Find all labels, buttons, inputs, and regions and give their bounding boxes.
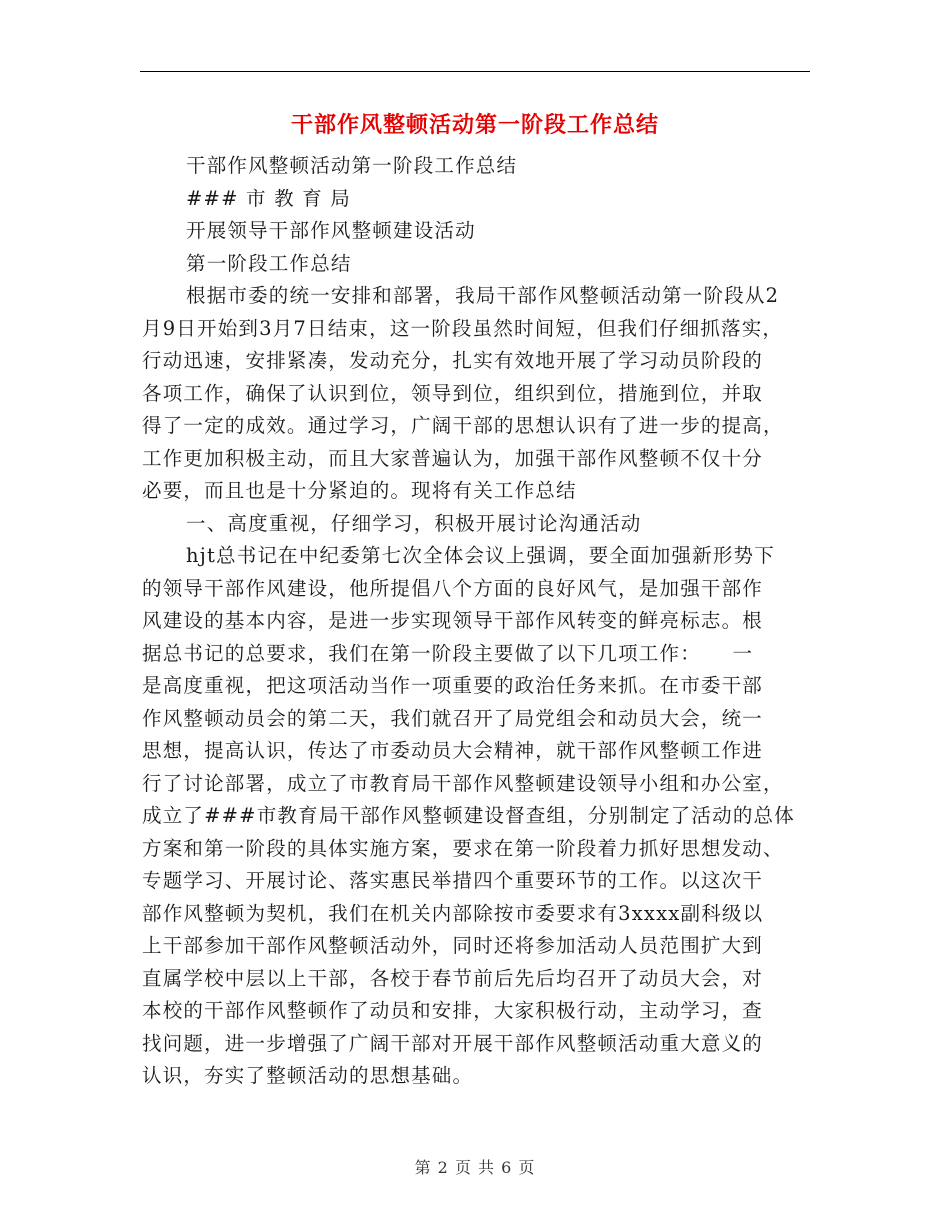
paragraph-line: 行了讨论部署，成立了市教育局干部作风整顿建设领导小组和办公室， — [142, 771, 784, 795]
paragraph-line: 行动迅速，安排紧凑，发动充分，扎实有效地开展了学习动员阶段的 — [142, 349, 764, 372]
document-title: 干部作风整顿活动第一阶段工作总结 — [290, 112, 659, 138]
paragraph-line: 得了一定的成效。通过学习，广阔干部的思想认识有了进一步的提高， — [142, 414, 784, 437]
paragraph-line: hjt总书记在中纪委第七次全体会议上强调，要全面加强新形势下 — [186, 544, 775, 567]
paragraph-line: 部作风整顿为契机，我们在机关内部除按市委要求有3xxxx副科级以 — [142, 901, 764, 925]
heading-line: 开展领导干部作风整顿建设活动 — [186, 219, 476, 242]
paragraph-line: 本校的干部作风整顿作了动员和安排，大家积极行动，主动学习，查 — [142, 999, 764, 1022]
heading-line: 第一阶段工作总结 — [186, 251, 352, 275]
paragraph-line: 月9日开始到3月7日结束，这一阶段虽然时间短，但我们仔细抓落实， — [142, 316, 784, 340]
paragraph-line: 各项工作，确保了认识到位，领导到位，组织到位，措施到位，并取 — [142, 381, 764, 405]
header-rule — [140, 71, 810, 72]
paragraph-line: 作风整顿动员会的第二天，我们就召开了局党组会和动员大会，统一 — [142, 706, 764, 730]
paragraph-line: 风建设的基本内容，是进一步实现领导干部作风转变的鲜亮标志。根 — [142, 609, 764, 632]
page-number: 第 2 页 共 6 页 — [414, 1158, 536, 1177]
paragraph-line: 直属学校中层以上干部，各校于春节前后先后均召开了动员大会，对 — [142, 966, 764, 990]
paragraph-line: 上干部参加干部作风整顿活动外，同时还将参加活动人员范围扩大到 — [142, 934, 764, 957]
paragraph-line: 方案和第一阶段的具体实施方案，要求在第一阶段着力抓好思想发动、 — [142, 836, 784, 860]
paragraph-line: 必要，而且也是十分紧迫的。现将有关工作总结 — [142, 479, 577, 502]
paragraph-line: 思想，提高认识，传达了市委动员大会精神，就干部作风整顿工作进 — [142, 739, 764, 762]
document-body — [142, 150, 822, 1093]
paragraph-line: 根据市委的统一安排和部署，我局干部作风整顿活动第一阶段从2 — [186, 284, 780, 307]
paragraph-line: 成立了###市教育局干部作风整顿建设督查组，分别制定了活动的总体 — [142, 804, 795, 827]
section-heading: 一、高度重视，仔细学习，积极开展讨论沟通活动 — [186, 511, 642, 535]
paragraph-line: 找问题，进一步增强了广阔干部对开展干部作风整顿活动重大意义的 — [142, 1031, 764, 1055]
heading-line: 干部作风整顿活动第一阶段工作总结 — [186, 154, 518, 177]
paragraph-line: 工作更加积极主动，而且大家普遍认为，加强干部作风整顿不仅十分 — [142, 446, 764, 470]
paragraph-line: 专题学习、开展讨论、落实惠民举措四个重要环节的工作。以这次干 — [142, 869, 764, 892]
paragraph-line: 是高度重视，把这项活动当作一项重要的政治任务来抓。在市委干部 — [142, 674, 764, 697]
paragraph-line: 的领导干部作风建设，他所提倡八个方面的良好风气，是加强干部作 — [142, 576, 764, 600]
paragraph-line: 认识，夯实了整顿活动的思想基础。 — [142, 1064, 474, 1087]
paragraph-line: 据总书记的总要求，我们在第一阶段主要做了以下几项工作： 一 — [142, 641, 754, 665]
heading-line: ### 市 教 育 局 — [186, 186, 352, 210]
